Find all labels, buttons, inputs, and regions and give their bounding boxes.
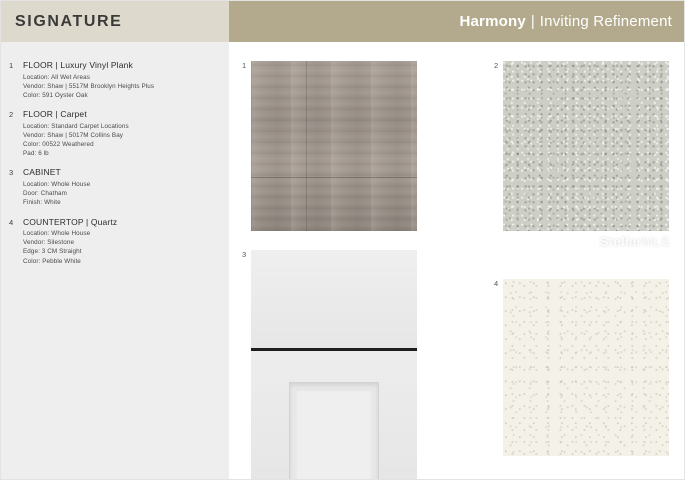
spec-body (23, 167, 219, 207)
swatch-gallery (229, 42, 685, 480)
spec-title: COUNTERTOP | Quartz (23, 216, 118, 227)
carpet-swatch (494, 61, 669, 231)
spec-location: Location: Whole House (23, 180, 91, 188)
spec-edge: Edge: 3 CM Straight (23, 248, 82, 256)
collection-name: Harmony (459, 13, 526, 30)
brand-block (1, 1, 229, 42)
spec-color: Color: 591 Oyster Oak (23, 91, 88, 99)
spec-vendor: Vendor: Shaw | 5517M Brooklyn Heights Plus (23, 82, 155, 90)
spec-pad: Pad: 6 lb (23, 150, 49, 158)
spec-number: 2 (9, 110, 14, 120)
spec-finish: Finish: White (23, 199, 61, 207)
spec-location: Location: All Wet Areas (23, 73, 90, 81)
brand-title: SIGNATURE (15, 12, 123, 30)
spec-location: Location: Standard Carpet Locations (23, 122, 129, 130)
spec-vendor: Vendor: Silestone (23, 239, 75, 247)
cabinet-center-panel (289, 382, 379, 480)
spec-title: FLOOR | Luxury Vinyl Plank (23, 60, 133, 70)
swatch-number: 3 (242, 250, 247, 259)
spec-title: FLOOR | Carpet (23, 109, 87, 120)
cabinet-drawer-front (251, 250, 417, 351)
watermark-text: MLS (642, 234, 670, 249)
header-separator: | (530, 13, 535, 30)
spec-vendor: Vendor: Shaw | 5017M Collins Bay (23, 131, 124, 139)
spec-door: Door: Chatham (23, 190, 67, 198)
spec-item-floor-carpet (9, 109, 219, 158)
spec-location: Location: Whole House (23, 230, 91, 238)
cabinet-door-front (251, 351, 417, 480)
page-header (1, 1, 685, 42)
spec-title: CABINET (23, 167, 61, 178)
carpet-image (503, 61, 669, 231)
quartz-countertop-image (503, 279, 669, 456)
spec-number: 1 (9, 61, 14, 70)
quartz-countertop-swatch (494, 279, 669, 456)
cabinet-door-swatch (242, 250, 417, 480)
watermark (600, 234, 670, 249)
luxury-vinyl-plank-image (251, 61, 417, 231)
spec-number: 3 (9, 168, 14, 178)
swatch-number: 4 (494, 279, 499, 288)
collection-block (229, 1, 685, 42)
swatch-number: 1 (242, 61, 247, 70)
spec-number: 4 (9, 217, 14, 227)
spec-body (23, 109, 219, 158)
spec-color: Color: Pebble White (23, 257, 81, 265)
watermark-bold-text: Stellar (599, 234, 643, 249)
collection-tagline: Inviting Refinement (539, 13, 672, 30)
spec-item-floor-lvp (9, 60, 219, 100)
spec-body (23, 217, 219, 266)
luxury-vinyl-plank-swatch (242, 61, 417, 231)
swatch-number: 2 (494, 61, 499, 70)
specification-list (1, 42, 229, 480)
spec-body (23, 60, 219, 100)
spec-color: Color: 00522 Weathered (23, 141, 94, 149)
spec-item-cabinet (9, 167, 219, 207)
spec-item-countertop (9, 217, 219, 266)
cabinet-door-image (251, 250, 417, 480)
